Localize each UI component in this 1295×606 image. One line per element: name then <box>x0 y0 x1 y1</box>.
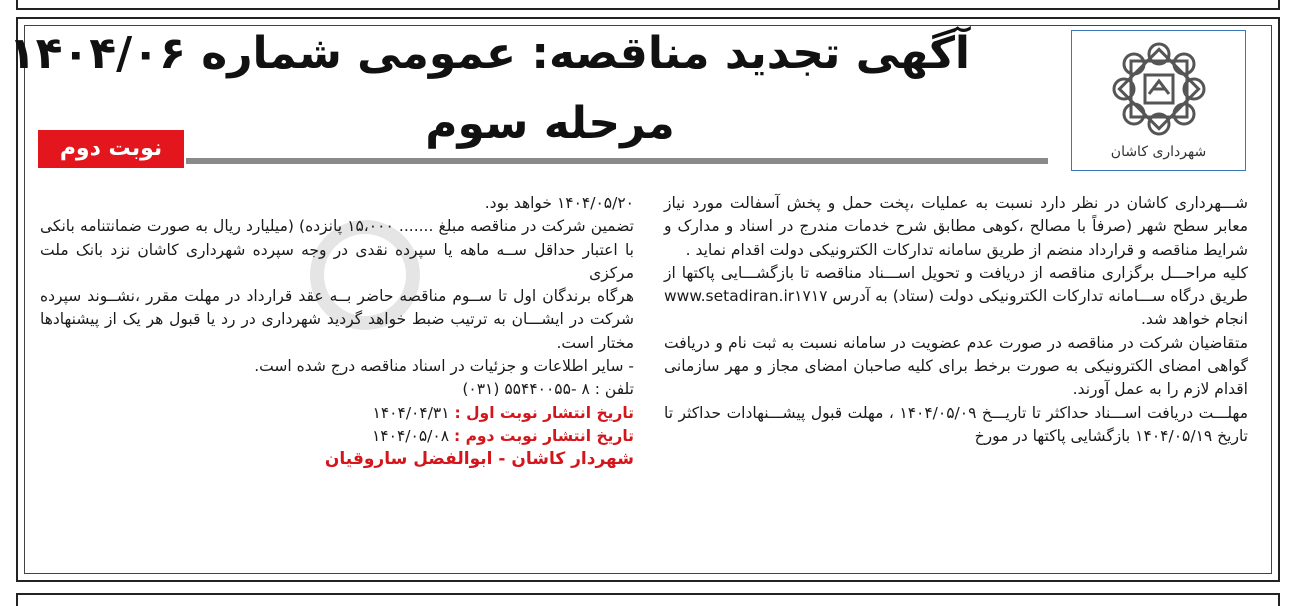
bottom-border-strip <box>16 593 1280 606</box>
notice-title: آگهی تجدید مناقصه: عمومی شماره ۱۴۰۴/۰۶ <box>8 28 970 79</box>
paragraph-winners: هرگاه برندگان اول تا ســوم مناقصه حاضر بــه عقد قرارداد در مهلت مقرر ،نشــوند سپرده شرکت در ایشـــان به ترتیب ضبط خواهد گردید شهرداری در رد یا قبول هر یک از پیشنهادها مختار است. <box>40 287 634 352</box>
publication-round-badge: نوبت دوم <box>38 130 184 168</box>
top-border-strip <box>16 0 1280 10</box>
publication-first-label: تاریخ انتشار نوبت اول : <box>454 403 634 422</box>
paragraph-more-info: - سایر اطلاعات و جزئیات در اسناد مناقصه درج شده است. <box>254 357 634 376</box>
logo-box <box>1071 30 1246 171</box>
paragraph-deadlines: مهلـــت دریافت اســـناد حداکثر تا تاریـــخ ۱۴۰۴/۰۵/۰۹ ، مهلت قبول پیشـــنهادات حداکثر تا تاریخ ۱۴۰۴/۰۵/۱۹ بازگشایی پاکتها در مورخ <box>664 403 1248 445</box>
publication-date-second <box>40 425 634 448</box>
publication-date-first <box>40 402 634 425</box>
paragraph-guarantee: تضمین شرکت در مناقصه مبلغ ....... ۱۵،۰۰۰ پانزده) (میلیارد ریال به صورت ضمانتنامه بانکی با اعتبار حداقل ســه ماهه یا سپرده نقدی در وجه سپرده شهرداری کاشان نزد بانک ملت مرکزی <box>40 217 634 282</box>
publication-first-date: ۱۴۰۴/۰۴/۳۱ <box>372 403 450 422</box>
notice-subtitle: مرحله سوم <box>425 98 675 149</box>
paragraph-registration: متقاضیان شرکت در مناقصه در صورت عدم عضویت در سامانه نسبت به ثبت نام و دریافت گواهی امضای الکترونیکی به صورت برخط برای کلیه صاحبان امضای مجاز و مهر سازمانی اقدام لازم را به عمل آورند. <box>664 333 1248 399</box>
paragraph-opening-date: ۱۴۰۴/۰۵/۲۰ خواهد بود. <box>484 194 634 212</box>
paragraph-intro: شـــهرداری کاشان در نظر دارد نسبت به عملیات ،پخت حمل و پخش آسفالت مورد نیاز معابر سطح شهر (صرفاً با مصالح ،کوهی مطابق شرح خدمات مندرج در اسناد و مدارک و شرایط مناقصه و قرارداد منضم از طریق سامانه تدارکات الکترونیکی دولت اقدام نماید . <box>664 194 1248 259</box>
paragraph-process: کلیه مراحـــل برگزاری مناقصه از دریافت و تحویل اســـناد مناقصه تا بازگشـــایی پاکتها از طریق درگاه ســـامانه تدارکات الکترونیکی دولت (ستاد) به آدرس www.setadiran.ir۱۷۱۷ انجام خواهد شد. <box>664 263 1248 329</box>
notice-left-column <box>40 192 634 472</box>
paragraph-phone: تلفن : ۸ -۵۵۴۴۰۰۵۵ (۰۳۱) <box>462 380 634 399</box>
signature: شهردار کاشان - ابوالفضل ساروقیان <box>324 449 634 470</box>
publication-second-label: تاریخ انتشار نوبت دوم : <box>453 426 634 445</box>
publication-second-date: ۱۴۰۴/۰۵/۰۸ <box>371 426 450 445</box>
notice-right-column <box>664 192 1248 448</box>
title-underline-bar <box>186 158 1048 164</box>
logo-caption: شهرداری کاشان <box>1110 144 1207 160</box>
municipality-emblem-icon <box>1109 39 1209 139</box>
